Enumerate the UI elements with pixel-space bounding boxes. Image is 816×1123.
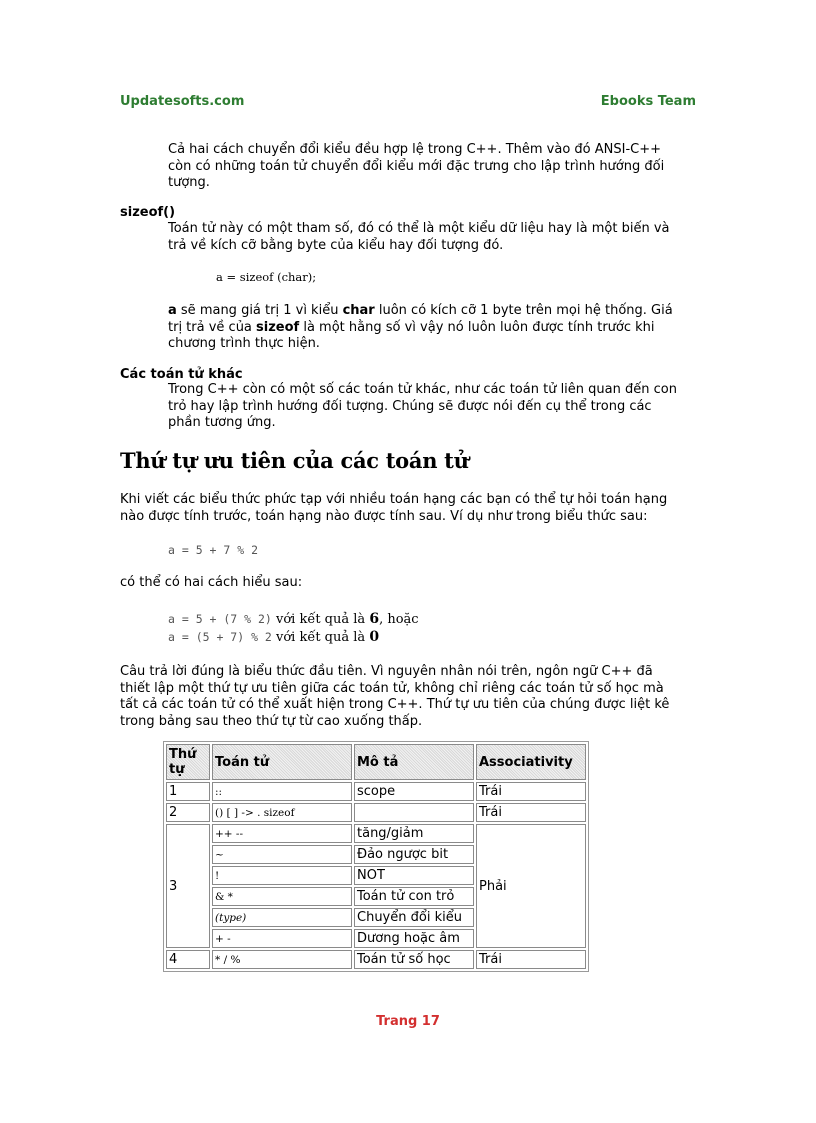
others-line: Trong C++ còn có một số các toán tử khác, như các toán tử liên quan đến con: [168, 382, 677, 397]
var-a: a: [168, 303, 177, 318]
col-header-associativity: Associativity: [476, 744, 586, 780]
col-header-order: Thứ tự: [166, 744, 210, 780]
header-site: Updatesofts.com: [120, 94, 245, 109]
result-value: 6: [369, 611, 380, 627]
cell-operator: ~: [212, 845, 352, 864]
cell-order: 2: [166, 803, 210, 822]
code-example-3: [168, 629, 379, 645]
section-paragraph-3: [120, 664, 710, 730]
result-text: với kết quả là: [271, 612, 370, 627]
cell-operator: & *: [212, 887, 352, 906]
sizeof-line: trả về kích cỡ bằng byte của kiểu hay đối tượng đó.: [168, 237, 504, 253]
sizeof-paragraph: [168, 221, 708, 254]
sizeof-line: Toán tử này có một tham số, đó có thể là một kiểu dữ liệu hay là một biến và: [168, 221, 670, 236]
cell-operator: () [ ] -> . sizeof: [212, 803, 352, 822]
cell-description: Toán tử con trỏ: [354, 887, 474, 906]
table-row: [166, 824, 586, 843]
cell-associativity: Trái: [476, 950, 586, 969]
precedence-table: [163, 741, 589, 972]
cell-description: tăng/giảm: [354, 824, 474, 843]
cell-associativity: Trái: [476, 803, 586, 822]
section-line: thiết lập một thứ tự ưu tiên giữa các toán tử, không chỉ riêng các toán tử số học mà: [120, 680, 664, 696]
table-row: [166, 950, 586, 969]
section-line: tất cả các toán tử có thể xuất hiện trong C++. Thứ tự ưu tiên của chúng được liệt kê: [120, 697, 670, 712]
cell-operator: * / %: [212, 950, 352, 969]
result-tail: , hoặc: [379, 612, 419, 627]
header-team: Ebooks Team: [600, 94, 696, 109]
col-header-description: Mô tả: [354, 744, 474, 780]
cell-description: Đảo ngược bit: [354, 845, 474, 864]
intro-line: Cả hai cách chuyển đổi kiểu đều hợp lệ trong C++. Thêm vào đó ANSI-C++: [168, 142, 662, 157]
cell-description: scope: [354, 782, 474, 801]
cell-description: Toán tử số học: [354, 950, 474, 969]
cell-operator: ::: [212, 782, 352, 801]
code-example-2: [168, 611, 419, 627]
intro-line: còn có những toán tử chuyển đổi kiểu mới đặc trưng cho lập trình hướng đối: [168, 158, 665, 174]
section-line: Câu trả lời đúng là biểu thức đầu tiên. Vì nguyên nhân nói trên, ngôn ngữ C++ đã: [120, 664, 653, 679]
exp-text: là một hằng số vì vậy nó luôn luôn được tính trước khi: [299, 319, 655, 335]
others-heading: Các toán tử khác: [120, 367, 243, 382]
section-line: nào được tính trước, toán hạng nào được tính sau. Ví dụ như trong biểu thức sau:: [120, 508, 648, 524]
sizeof-heading: sizeof(): [120, 205, 176, 220]
table-row: [166, 782, 586, 801]
cell-operator: (type): [212, 908, 352, 927]
code-text: a = (5 + 7) % 2: [168, 630, 272, 644]
section-title: Thứ tự ưu tiên của các toán tử: [120, 448, 469, 473]
section-line: Khi viết các biểu thức phức tạp với nhiều toán hạng các bạn có thể tự hỏi toán hạng: [120, 492, 668, 507]
intro-line: tượng.: [168, 175, 210, 190]
table-row: [166, 803, 586, 822]
col-header-operator: Toán tử: [212, 744, 352, 780]
exp-text: sẽ mang giá trị 1 vì kiểu: [176, 303, 343, 318]
cell-operator: ++ --: [212, 824, 352, 843]
section-line: trong bảng sau theo thứ tự từ cao xuống thấp.: [120, 713, 423, 729]
result-value: 0: [369, 629, 380, 645]
cell-order: 4: [166, 950, 210, 969]
cell-order: 1: [166, 782, 210, 801]
cell-operator: + -: [212, 929, 352, 948]
intro-paragraph: [168, 142, 708, 192]
exp-text: luôn có kích cỡ 1 byte trên mọi hệ thống. Giá: [374, 303, 673, 318]
cell-description: Dương hoặc âm: [354, 929, 474, 948]
cell-description: [354, 803, 474, 822]
keyword-sizeof: sizeof: [256, 319, 300, 335]
cell-operator: !: [212, 866, 352, 885]
sizeof-explanation: [168, 303, 708, 353]
sizeof-code: a = sizeof (char);: [216, 270, 317, 284]
code-example-1: a = 5 + 7 % 2: [168, 543, 259, 557]
cell-description: NOT: [354, 866, 474, 885]
table-header-row: [166, 744, 586, 780]
others-line: phần tương ứng.: [168, 415, 276, 430]
cell-description: Chuyển đổi kiểu: [354, 908, 474, 927]
exp-text: chương trình thực hiện.: [168, 336, 320, 351]
code-text: a = 5 + (7 % 2): [168, 612, 272, 626]
keyword-char: char: [342, 303, 375, 318]
result-text: với kết quả là: [271, 630, 370, 645]
page-number: Trang 17: [376, 1014, 440, 1029]
section-paragraph-1: [120, 492, 710, 525]
cell-associativity: Phải: [476, 824, 586, 948]
section-title-wrap: [120, 448, 469, 473]
others-paragraph: [168, 382, 708, 432]
others-line: trỏ hay lập trình hướng đối tượng. Chúng sẽ được nói đến cụ thể trong các: [168, 398, 652, 414]
cell-associativity: Trái: [476, 782, 586, 801]
exp-text: trị trả về của: [168, 319, 257, 335]
cell-order: 3: [166, 824, 210, 948]
section-paragraph-2: có thể có hai cách hiểu sau:: [120, 575, 303, 590]
